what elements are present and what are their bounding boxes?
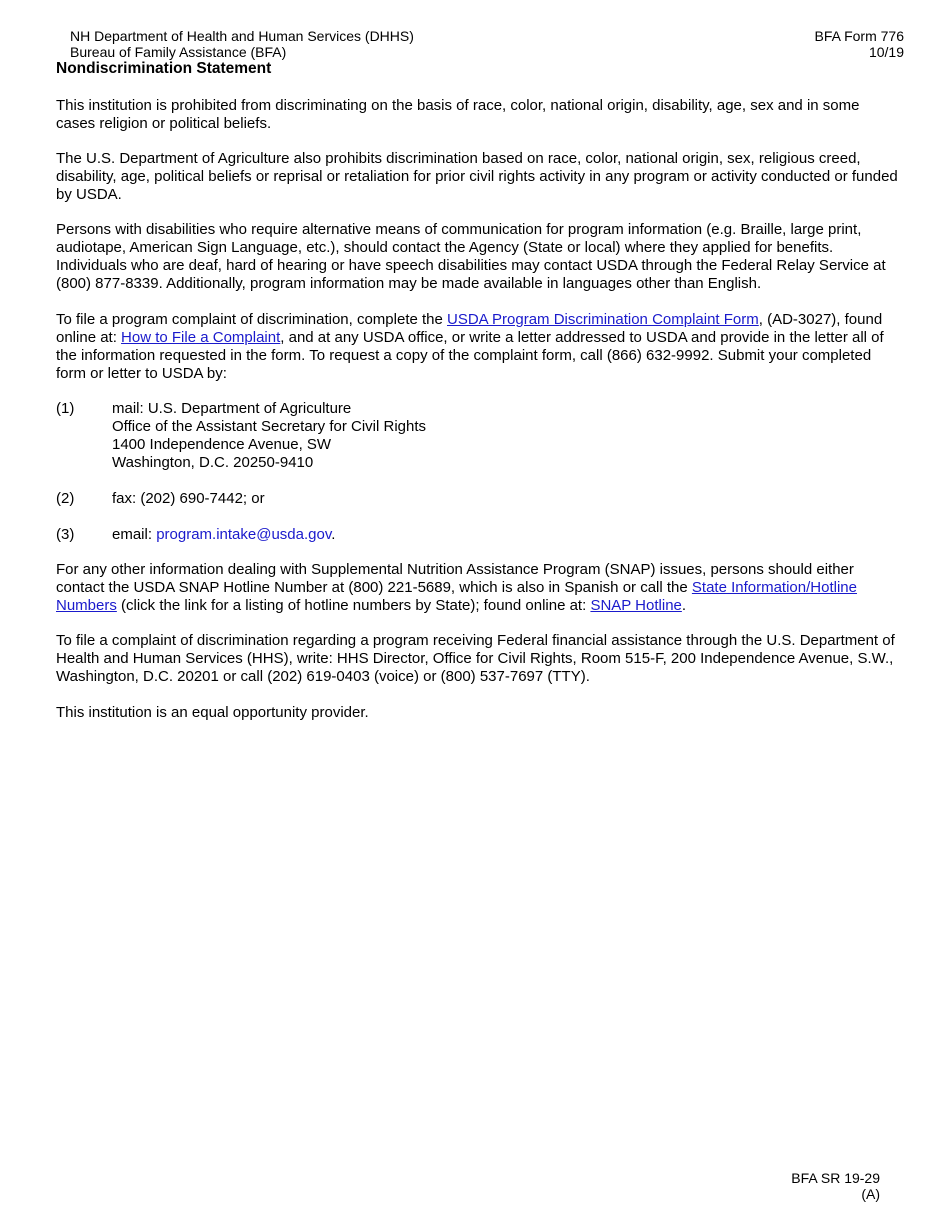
text-segment: . bbox=[681, 597, 687, 614]
list-number-1: (1) bbox=[56, 400, 75, 417]
form-number: BFA Form 776 bbox=[814, 28, 904, 44]
paragraph-hhs-complaint: To file a complaint of discrimination regarding a program receiving Federal financial assistance through the U.S. Department of Health and Human Services (HHS), write: HHS Director, Office for Civil Rights, Room 515-F, 200 Independence Avenue, S.W., Washington, D.C. 20201 or call (202) 619-0403 (voice) or (800) 537-7697 (TTY). bbox=[56, 632, 895, 685]
email-line bbox=[112, 526, 335, 544]
paragraph-usda-prohibition: The U.S. Department of Agriculture also prohibits discrimination based on race, color, national origin, sex, religious creed, disability, age, political beliefs or reprisal or retaliation for prior civil rights activity in any program or activity conducted or funded by USDA. bbox=[56, 150, 898, 203]
text-segment: (click the link for a listing of hotline numbers by State); found online at: bbox=[116, 597, 591, 614]
list-number-3: (3) bbox=[56, 526, 75, 543]
text-segment: , and at any USDA office, or write a letter addressed to USDA and provide in the letter all of the information requested in the form. To request a copy of the complaint form, call (866) 632-9992. Submit your completed form or letter to USDA by: bbox=[56, 329, 884, 382]
snap-hotline-link[interactable]: SNAP Hotline bbox=[590, 597, 682, 614]
email-label: email: bbox=[112, 526, 157, 543]
form-date: 10/19 bbox=[868, 44, 904, 60]
state-hotline-link[interactable]: State Information/Hotline Numbers bbox=[56, 579, 857, 614]
footer-suffix: (A) bbox=[861, 1186, 880, 1202]
mail-address-line4: Washington, D.C. 20250-9410 bbox=[112, 454, 314, 471]
text-segment: To file a program complaint of discrimination, complete the bbox=[56, 311, 448, 328]
agency-name: NH Department of Health and Human Services (DHHS) bbox=[70, 28, 414, 44]
paragraph-snap-info bbox=[56, 561, 901, 615]
footer-code: BFA SR 19-29 bbox=[791, 1170, 880, 1186]
bureau-name: Bureau of Family Assistance (BFA) bbox=[70, 44, 287, 60]
complaint-form-link[interactable]: USDA Program Discrimination Complaint Form bbox=[447, 311, 759, 328]
paragraph-file-complaint bbox=[56, 311, 901, 383]
paragraph-equal-opportunity: This institution is an equal opportunity provider. bbox=[56, 704, 369, 721]
email-address-link[interactable]: program.intake@usda.gov bbox=[156, 526, 332, 543]
fax-number: fax: (202) 690-7442; or bbox=[112, 490, 265, 507]
how-to-file-link[interactable]: How to File a Complaint bbox=[121, 329, 281, 346]
email-period: . bbox=[331, 526, 336, 543]
mail-address-line1: mail: U.S. Department of Agriculture bbox=[112, 400, 352, 417]
paragraph-disabilities: Persons with disabilities who require alternative means of communication for program information (e.g. Braille, large print, audiotape, American Sign Language, etc.), should contact the Agency (State or local) where they applied for benefits. Individuals who are deaf, hard of hearing or have speech disabilities may contact USDA through the Federal Relay Service at (800) 877-8339. Additionally, program information may be made available in languages other than English. bbox=[56, 221, 886, 292]
paragraph-prohibition: This institution is prohibited from discriminating on the basis of race, color, national origin, disability, age, sex and in some cases religion or political beliefs. bbox=[56, 97, 860, 132]
page-title: Nondiscrimination Statement bbox=[56, 60, 272, 77]
text-segment: , (AD-3027), found online at: bbox=[56, 311, 883, 346]
mail-address-line3: 1400 Independence Avenue, SW bbox=[112, 436, 332, 453]
list-number-2: (2) bbox=[56, 490, 75, 507]
text-segment: For any other information dealing with Supplemental Nutrition Assistance Program (SNAP) issues, persons should either contact the USDA SNAP Hotline Number at (800) 221-5689, which is also in Spanish or call the bbox=[56, 561, 854, 596]
mail-address-line2: Office of the Assistant Secretary for Civil Rights bbox=[112, 418, 427, 435]
